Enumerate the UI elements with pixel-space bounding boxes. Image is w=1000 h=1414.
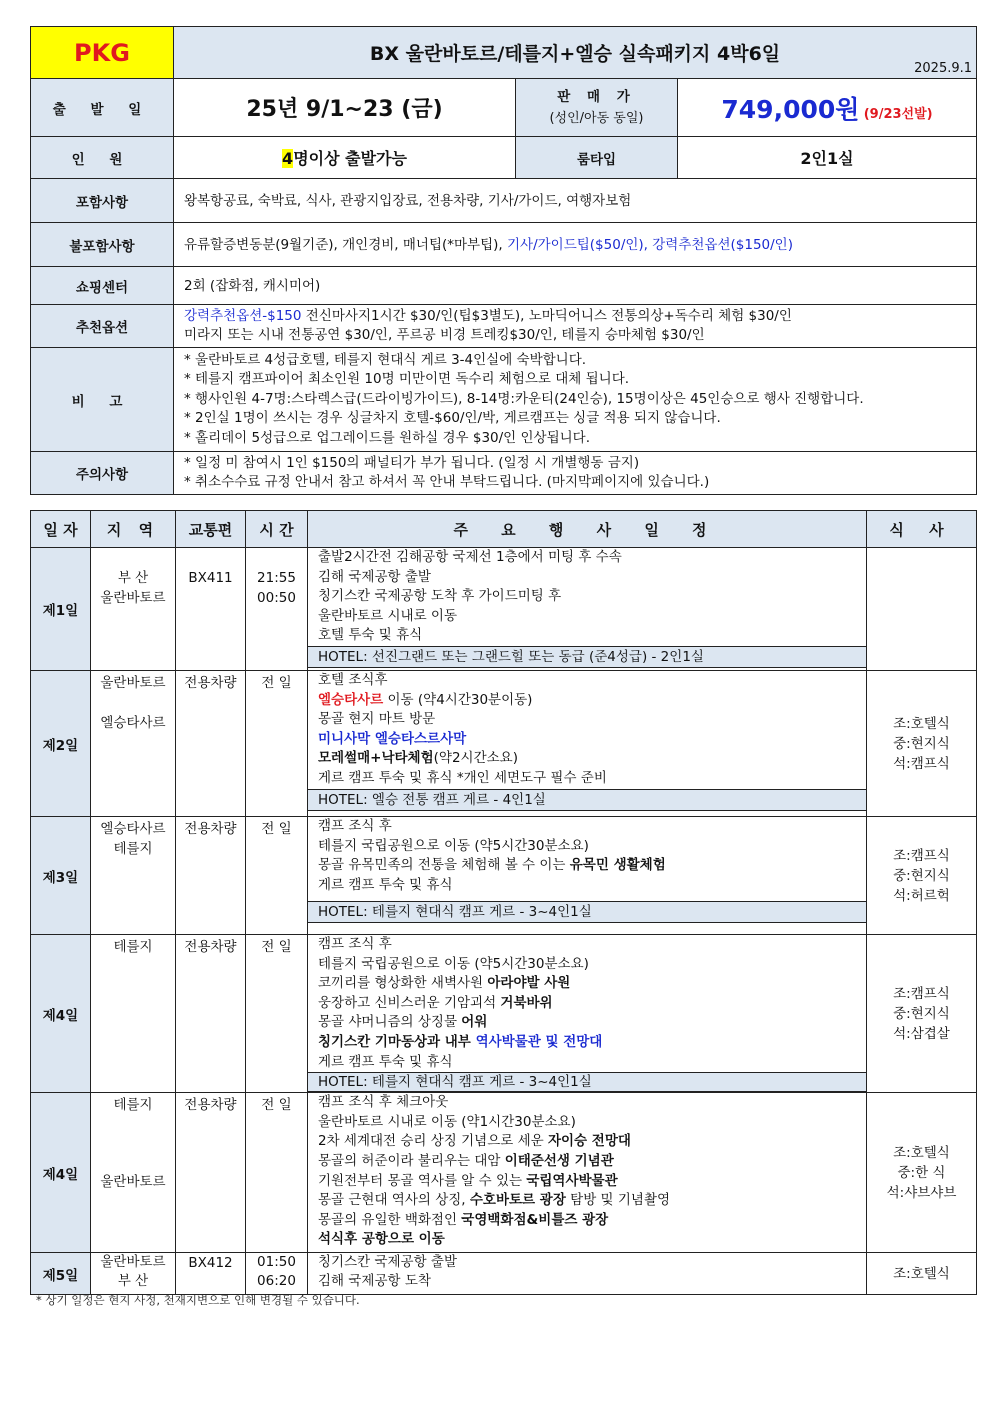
schedule-table: [30, 510, 977, 1295]
note-line: * 행사인원 4-7명:스타렉스급(드라이빙가이드), 8-14명:카운티(24인승), 15명이상은 45인승으로 행사 진행합니다.: [184, 390, 864, 407]
itinerary-line-mixed: [308, 994, 866, 1014]
itinerary-line: 몽골 현지 마트 방문: [318, 711, 436, 728]
title-cell: [174, 27, 977, 79]
bold-text: 칭기스칸 기마동상과 내부: [318, 1033, 476, 1050]
itinerary-line-mixed: [308, 1211, 866, 1231]
region-cell: [91, 671, 176, 817]
itinerary-cell: [308, 1253, 867, 1295]
itinerary-cell: [308, 548, 867, 671]
itinerary-line-mixed: [308, 974, 866, 994]
option-line1: 전신마사지1시간 $30/인(팁$3별도), 노마딕어니스 전통의상+독수리 체험 $30/인: [305, 308, 792, 324]
schedule-row: [31, 817, 977, 935]
people-value-cell: [174, 137, 516, 179]
itinerary-line: 캠프 조식 후 체크아웃: [318, 1094, 449, 1111]
itinerary-line: 게르 캠프 투숙 및 휴식: [318, 876, 453, 893]
itinerary-cell: [308, 1093, 867, 1253]
region-cell: [91, 817, 176, 935]
itinerary-line: 테를지 국립공원으로 이동 (약5시간30분소요): [318, 955, 589, 972]
note-line: * 테를지 캠프파이어 최소인원 10명 미만이면 독수리 체험으로 대체 됩니다.: [184, 371, 630, 388]
region-name: 테를지: [91, 935, 176, 1093]
itinerary-line: 김해 국제공항 도착: [318, 1273, 431, 1290]
price-note: (9/23선발): [863, 106, 933, 122]
people-highlight: 4: [282, 149, 294, 168]
day-label: 제4일: [31, 935, 91, 1093]
people-label: 인 원: [31, 137, 174, 179]
caution-line: * 일정 미 참여시 1인 $150의 패널티가 부가 됩니다. (일정 시 개별행동 금지): [184, 455, 640, 471]
exclude-blue: 기사/가이드팁($50/인), 강력추천옵션($150/인): [506, 236, 793, 253]
schedule-row: [31, 935, 977, 1093]
itinerary-line: 테를지 국립공원으로 이동 (약5시간30분소요): [318, 837, 589, 854]
header-itinerary: 주 요 행 사 일 정: [308, 511, 867, 548]
option-line2: 미라지 또는 시내 전통공연 $30/인, 푸르공 비경 트레킹$30/인, 테를지 승마체험 $30/인: [184, 327, 705, 343]
meal-cell: [867, 935, 977, 1093]
exclude-value-cell: [174, 223, 977, 267]
itinerary-line: 칭기스칸 국제공항 출발: [318, 1254, 457, 1271]
meal-cell: [867, 817, 977, 935]
schedule-row: [31, 1253, 977, 1295]
exclude-label: 불포함사항: [31, 223, 174, 267]
day-label: 제2일: [31, 671, 91, 817]
option-cell: [174, 305, 977, 348]
plain-text: 코끼리를 형상화한 새벽사원: [318, 975, 488, 992]
itinerary-line-mixed: [308, 856, 866, 876]
meal-item: 중:한 식: [897, 1164, 946, 1181]
bold-text: 국영백화점&비틀즈 광장: [461, 1211, 609, 1228]
region-name: 부 산: [117, 570, 149, 586]
meal-item: 석:캠프식: [893, 755, 950, 772]
option-label: 추천옵션: [31, 305, 174, 348]
shop-label: 쇼핑센터: [31, 267, 174, 305]
itinerary-line-rest: 이동 (약4시간30분이동): [383, 691, 533, 708]
time-value: 21:55: [257, 570, 296, 586]
itinerary-line-mixed: [308, 1172, 866, 1192]
package-info-table: [30, 26, 977, 495]
plain-text: 기원전부터 몽골 역사를 알 수 있는: [318, 1172, 527, 1189]
price-label: 판 매 가: [557, 88, 636, 105]
region-name: 테를지: [113, 841, 153, 857]
price-sub: (성인/아동 동일): [549, 110, 644, 126]
bold-text: 자이승 전망대: [547, 1133, 631, 1150]
itinerary-line: 울란바토르 시내로 이동: [318, 607, 457, 624]
transport-value: 전용차량: [176, 935, 246, 1093]
caution-label: 주의사항: [31, 452, 174, 495]
page-title: BX 울란바토르/테를지+엘승 실속패키지 4박6일: [369, 43, 781, 65]
itinerary-line: 출발2시간전 김해공항 국제선 1층에서 미팅 후 수속: [318, 549, 622, 565]
itinerary-line: 캠프 조식 후: [318, 936, 392, 952]
header-time: 시 간: [246, 511, 308, 548]
transport-value: BX412: [176, 1253, 246, 1295]
transport-value: BX411: [188, 570, 233, 586]
transport-value: 전용차량: [176, 671, 246, 817]
pkg-badge: [31, 27, 174, 79]
itinerary-line-mixed: [308, 1132, 866, 1152]
time-value: 전 일: [246, 817, 308, 935]
note-line: * 2인실 1명이 쓰시는 경우 싱글차지 호텔-$60/인/박, 게르캠프는 싱글 적용 되지 않습니다.: [184, 410, 721, 427]
day-label: 제5일: [31, 1253, 91, 1295]
plain-text: 몽골의 허준이라 불리우는 대암: [318, 1152, 505, 1169]
region-name: 엘승타사르: [100, 821, 166, 837]
region-name: 엘승타사르: [100, 715, 166, 731]
shop-value: 2회 (잡화점, 캐시미어): [174, 267, 977, 305]
option-blue: 강력추천옵션-$150: [184, 308, 302, 324]
region-name: 울란바토르: [100, 675, 166, 691]
meal-item: 석:삼겹살: [893, 1025, 950, 1042]
caution-line: * 취소수수료 규정 안내서 참고 하셔서 꼭 안내 부탁드립니다. (마지막페이지에 있습니다.): [184, 474, 710, 490]
time-cell: [246, 548, 308, 671]
hotel-line: HOTEL: 테를지 현대식 캠프 게르 - 3~4인1실: [308, 1072, 866, 1092]
time-value: 00:50: [257, 590, 296, 606]
note-line: * 울란바토르 4성급호텔, 테를지 현대식 게르 3-4인실에 숙박합니다.: [184, 351, 587, 368]
blue-text: 역사박물관 및 전망대: [475, 1033, 603, 1050]
itinerary-line: 울란바토르 시내로 이동 (약1시간30분소요): [318, 1113, 576, 1130]
bold-text: 유목민 생활체험: [569, 857, 666, 874]
itinerary-line-mixed: [308, 1033, 866, 1053]
schedule-row: [31, 548, 977, 671]
meal-item: 조:캠프식: [893, 985, 950, 1002]
itinerary-line: 미니사막 엘승타스르사막: [318, 730, 467, 747]
meal-item: 석:허르헉: [893, 887, 950, 904]
plain-text: (약2시간소요): [433, 750, 518, 767]
bold-text: 아라야발 사원: [487, 975, 571, 992]
include-label: 포함사항: [31, 179, 174, 223]
pkg-label: PKG: [74, 38, 130, 67]
itinerary-line: 김해 국제공항 출발: [318, 568, 431, 585]
bold-text: 모레썰매+낙타체험: [318, 750, 434, 767]
plain-text: 몽골 근현대 역사의 상징,: [318, 1192, 470, 1209]
day-label: 제3일: [31, 817, 91, 935]
meal-item: 석:샤브샤브: [886, 1184, 957, 1201]
meal-item: 중:현지식: [893, 1005, 950, 1022]
bold-text: 이태준선생 기념관: [504, 1152, 614, 1169]
bold-text: 어워: [461, 1014, 488, 1031]
hotel-line: HOTEL: 엘승 전통 캠프 게르 - 4인1실: [308, 789, 866, 811]
meal-cell: [867, 671, 977, 817]
itinerary-line: 호텔 조식후: [318, 672, 388, 688]
itinerary-line: 게르 캠프 투숙 및 휴식 *개인 세면도구 필수 준비: [318, 769, 607, 786]
depart-label: 출 발 일: [31, 79, 174, 137]
header-date: 일 자: [31, 511, 91, 548]
schedule-row: [31, 1093, 977, 1253]
transport-cell: [176, 548, 246, 671]
hotel-line: HOTEL: 테를지 현대식 캠프 게르 - 3~4인1실: [308, 901, 866, 923]
day-label: 제4일: [31, 1093, 91, 1253]
meal-item: 중:현지식: [893, 867, 950, 884]
itinerary-line-mixed: [308, 1013, 866, 1033]
header-transport: 교통편: [176, 511, 246, 548]
meal-cell: [867, 548, 977, 671]
plain-text: 몽골 샤머니즘의 상징물: [318, 1014, 462, 1031]
itinerary-cell: [308, 935, 867, 1093]
itinerary-cell: [308, 671, 867, 817]
price-value: 749,000원: [721, 94, 860, 124]
people-value: 명이상 출발가능: [293, 149, 407, 168]
region-cell: [91, 1253, 176, 1295]
plain-text: 몽골의 유일한 백화점인: [318, 1211, 462, 1228]
time-cell: [246, 1253, 308, 1295]
itinerary-line: 호텔 투숙 및 휴식: [318, 627, 423, 644]
meal-cell: [867, 1253, 977, 1295]
time-value: 전 일: [246, 671, 308, 817]
itinerary-line-mixed: [308, 749, 866, 769]
room-value: 2인1실: [678, 137, 977, 179]
itinerary-line: 게르 캠프 투숙 및 휴식: [318, 1053, 453, 1070]
time-value: 01:50: [257, 1254, 296, 1271]
time-value: 전 일: [246, 935, 308, 1093]
region-cell: [91, 1093, 176, 1253]
itinerary-line-mixed: [308, 1191, 866, 1211]
region-name: 부 산: [117, 1273, 149, 1290]
plain-text: 웅장하고 신비스러운 기암괴석: [318, 994, 501, 1011]
exclude-value: 유류할증변동분(9월기준), 개인경비, 매너팁(*마부팁),: [184, 236, 503, 253]
doc-date: 2025.9.1: [914, 61, 973, 76]
bold-text: 거북바위: [500, 994, 553, 1011]
day-label: 제1일: [31, 548, 91, 671]
plain-text: 몽골 유목민족의 전통을 체험해 볼 수 이는: [318, 857, 570, 874]
meal-item: 중:현지식: [893, 735, 950, 752]
region-name: 울란바토르: [100, 1254, 166, 1271]
meal-cell: [867, 1093, 977, 1253]
highlight-text: 엘승타사르: [318, 691, 384, 708]
note-label: 비 고: [31, 348, 174, 452]
note-line: * 홀리데이 5성급으로 업그레이드를 원하실 경우 $30/인 인상됩니다.: [184, 429, 591, 446]
hotel-line: HOTEL: 선진그랜드 또는 그랜드힐 또는 동급 (준4성급) - 2인1실: [308, 646, 866, 668]
caution-cell: [174, 452, 977, 495]
itinerary-line: 칭기스칸 국제공항 도착 후 가이드미팅 후: [318, 588, 562, 605]
room-label: 룸타입: [516, 137, 678, 179]
itinerary-line-highlight: [308, 691, 866, 711]
price-label-cell: [516, 79, 678, 137]
meal-item: 조:호텔식: [893, 1144, 950, 1161]
itinerary-line-mixed: [308, 1152, 866, 1172]
price-value-cell: [678, 79, 977, 137]
schedule-row: [31, 671, 977, 817]
meal-item: 조:캠프식: [893, 847, 950, 864]
region-name: 테를지: [113, 1097, 153, 1114]
transport-value: 전용차량: [176, 1093, 246, 1253]
itinerary-cell: [308, 817, 867, 935]
header-region: 지 역: [91, 511, 176, 548]
time-value: 전 일: [246, 1093, 308, 1253]
region-cell: [91, 548, 176, 671]
plain-text: 2차 세계대전 승리 상징 기념으로 세운: [318, 1133, 548, 1150]
transport-value: 전용차량: [176, 817, 246, 935]
region-name: 울란바토르: [100, 1174, 166, 1191]
footnote: * 상기 일정은 현지 사정, 천재지변으로 인해 변경될 수 있습니다.: [36, 1293, 360, 1307]
meal-item: 조:호텔식: [893, 715, 950, 732]
time-value: 06:20: [257, 1273, 296, 1290]
bold-text: 국립역사박물관: [526, 1172, 618, 1189]
itinerary-line: 석식후 공항으로 이동: [318, 1231, 445, 1248]
itinerary-line: 캠프 조식 후: [318, 818, 392, 834]
notes-cell: [174, 348, 977, 452]
header-meals: 식 사: [867, 511, 977, 548]
region-name: 울란바토르: [100, 590, 166, 606]
include-value: 왕복항공료, 숙박료, 식사, 관광지입장료, 전용차량, 기사/가이드, 여행자보험: [174, 179, 977, 223]
plain-text: 탐방 및 기념촬영: [565, 1192, 671, 1209]
depart-value: 25년 9/1~23 (금): [174, 79, 516, 137]
bold-text: 수호바토르 광장: [469, 1192, 566, 1209]
meal-item: 조:호텔식: [893, 1265, 950, 1282]
